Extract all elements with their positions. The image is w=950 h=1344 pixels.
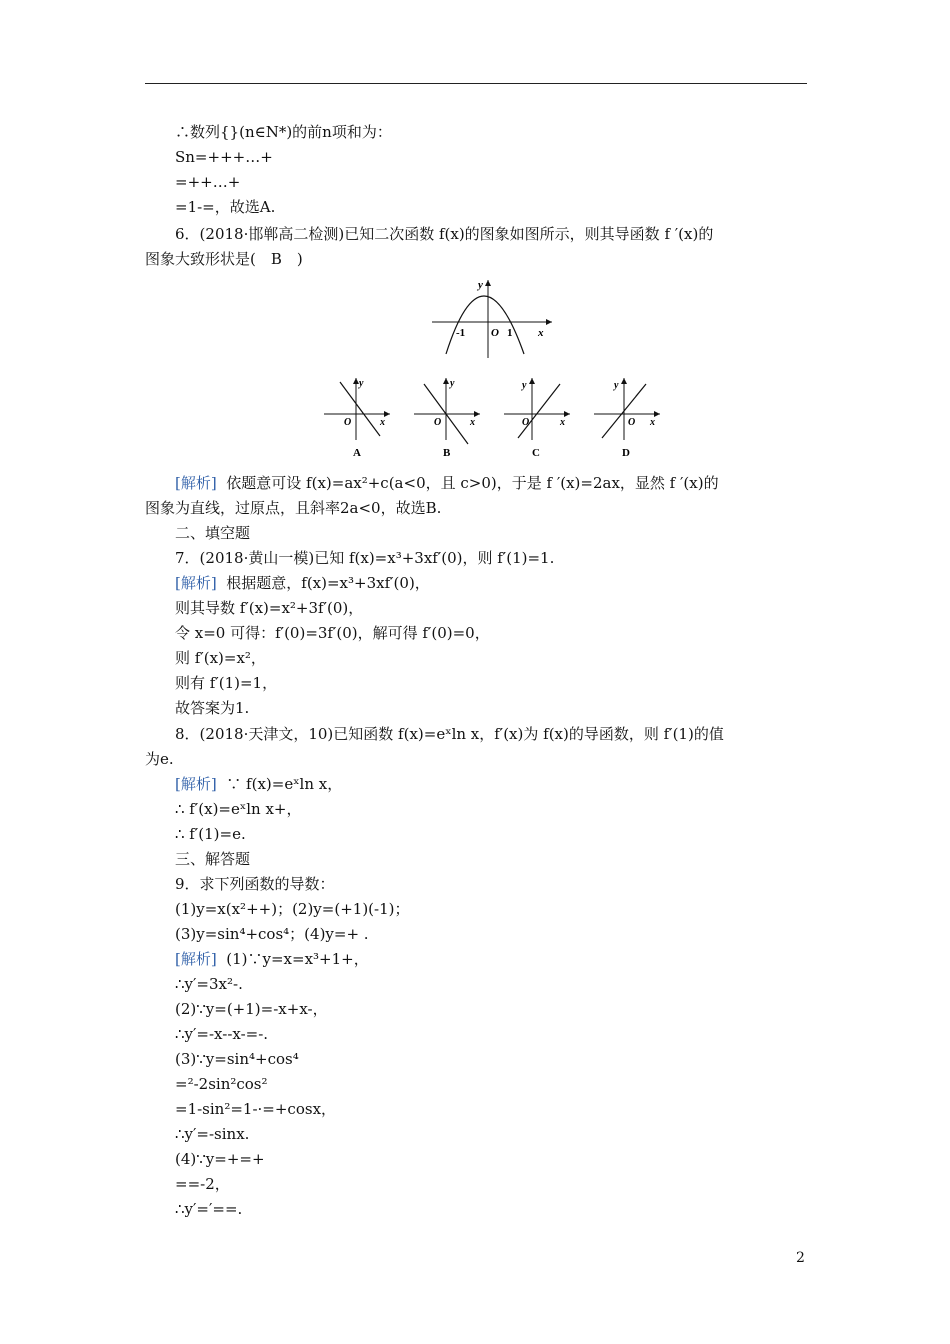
question-6: 6．(2018·邯郸高二检测)已知二次函数 f(x)的图象如图所示，则其导函数 f ′(x)的: [175, 225, 714, 243]
text-line: =1-=，故选A.: [175, 198, 276, 216]
text-line: ∴y′=-x--x-=-.: [175, 1025, 269, 1043]
axis-label: x: [560, 417, 565, 428]
question-8: 8．(2018·天津文，10)已知函数 f(x)=eˣln x，f′(x)为 f(x)的导函数，则 f′(1)的值: [175, 725, 724, 743]
origin-label: O: [491, 327, 499, 339]
axis-label: x: [380, 417, 385, 428]
text-line: (1)y=x(x²++)；(2)y=(+1)(-1)；: [175, 900, 410, 918]
text-line: (3)y=sin⁴+cos⁴；(4)y=+ .: [175, 925, 369, 943]
axis-label: O: [522, 417, 530, 428]
text-line: ∴y′=′==.: [175, 1200, 243, 1218]
text-line: 则有 f′(1)=1，: [175, 674, 278, 692]
axis-label: O: [344, 417, 352, 428]
page-number: 2: [796, 1250, 805, 1266]
analysis-6: [解析] 依题意可设 f(x)=ax²+c(a<0，且 c>0)，于是 f ′(x)=2ax，显然 f ′(x)的: [175, 474, 719, 492]
x-axis-label: x: [538, 327, 544, 339]
analysis-tag: [解析]: [175, 474, 217, 492]
axis-label: y: [614, 380, 619, 391]
text-line: Sn=+++…+: [175, 148, 273, 166]
text-line: (4)∵y=+=+: [175, 1150, 265, 1168]
option-c-label: C: [532, 447, 540, 459]
axis-label: x: [470, 417, 475, 428]
axis-label: y: [359, 378, 364, 389]
text-line: ∴ f′(1)=e.: [175, 825, 246, 843]
text-line: 故答案为1.: [175, 699, 250, 717]
axis-label: y: [522, 380, 527, 391]
text-line: 则 f′(x)=x²，: [175, 649, 266, 667]
text-line: ∴数列{}(n∈N*)的前n项和为：: [175, 123, 392, 141]
analysis-7: [解析] 根据题意，f(x)=x³+3xf′(0)，: [175, 574, 430, 592]
text-line: =1-sin²=1-·=+cosx，: [175, 1100, 337, 1118]
minus-one-label: -1: [456, 327, 466, 339]
axis-label: y: [450, 378, 455, 389]
question-7: 7．(2018·黄山一模)已知 f(x)=x³+3xf′(0)，则 f′(1)=1.: [175, 549, 555, 567]
axis-label: x: [650, 417, 655, 428]
question-6-cont: 图象大致形状是( B ): [145, 250, 303, 268]
option-b-label: B: [443, 447, 451, 459]
axis-label: O: [434, 417, 442, 428]
one-label: 1: [507, 327, 513, 339]
axis-label: O: [628, 417, 636, 428]
section-heading: 三、解答题: [175, 850, 251, 868]
text-line: 图象为直线，过原点，且斜率2a<0，故选B.: [145, 499, 442, 517]
option-a-graph: [322, 376, 394, 460]
text-line: ∴ f′(x)=eˣln x+，: [175, 800, 302, 818]
analysis-9: [解析] (1)∵y=x=x³+1+，: [175, 950, 369, 968]
text-line: 令 x=0 可得：f′(0)=3f′(0)，解可得 f′(0)=0，: [175, 624, 490, 642]
text-line: =²-2sin²cos²: [175, 1075, 268, 1093]
header-rule: [145, 83, 807, 84]
text-line: (2)∵y=(+1)=-x+x-，: [175, 1000, 328, 1018]
option-d-label: D: [622, 447, 630, 459]
text-line: =++…+: [175, 173, 241, 191]
y-axis-label: y: [478, 279, 483, 291]
question-9: 9．求下列函数的导数：: [175, 875, 335, 893]
option-d-graph: [592, 376, 664, 460]
option-c-graph: [502, 376, 574, 460]
text-line: ∴y′=3x²-.: [175, 975, 243, 993]
text-line: 则其导数 f′(x)=x²+3f′(0)，: [175, 599, 364, 617]
parabola-graph: [430, 276, 555, 360]
option-a-label: A: [353, 447, 361, 459]
text-line: ∴y′=-sinx.: [175, 1125, 250, 1143]
section-heading: 二、填空题: [175, 524, 251, 542]
text-line: (3)∵y=sin⁴+cos⁴: [175, 1050, 299, 1068]
text-line: ==-2，: [175, 1175, 230, 1193]
analysis-8: [解析] ∵ f(x)=eˣln x，: [175, 775, 343, 793]
text-line: 为e.: [145, 750, 174, 768]
option-b-graph: [412, 376, 484, 460]
